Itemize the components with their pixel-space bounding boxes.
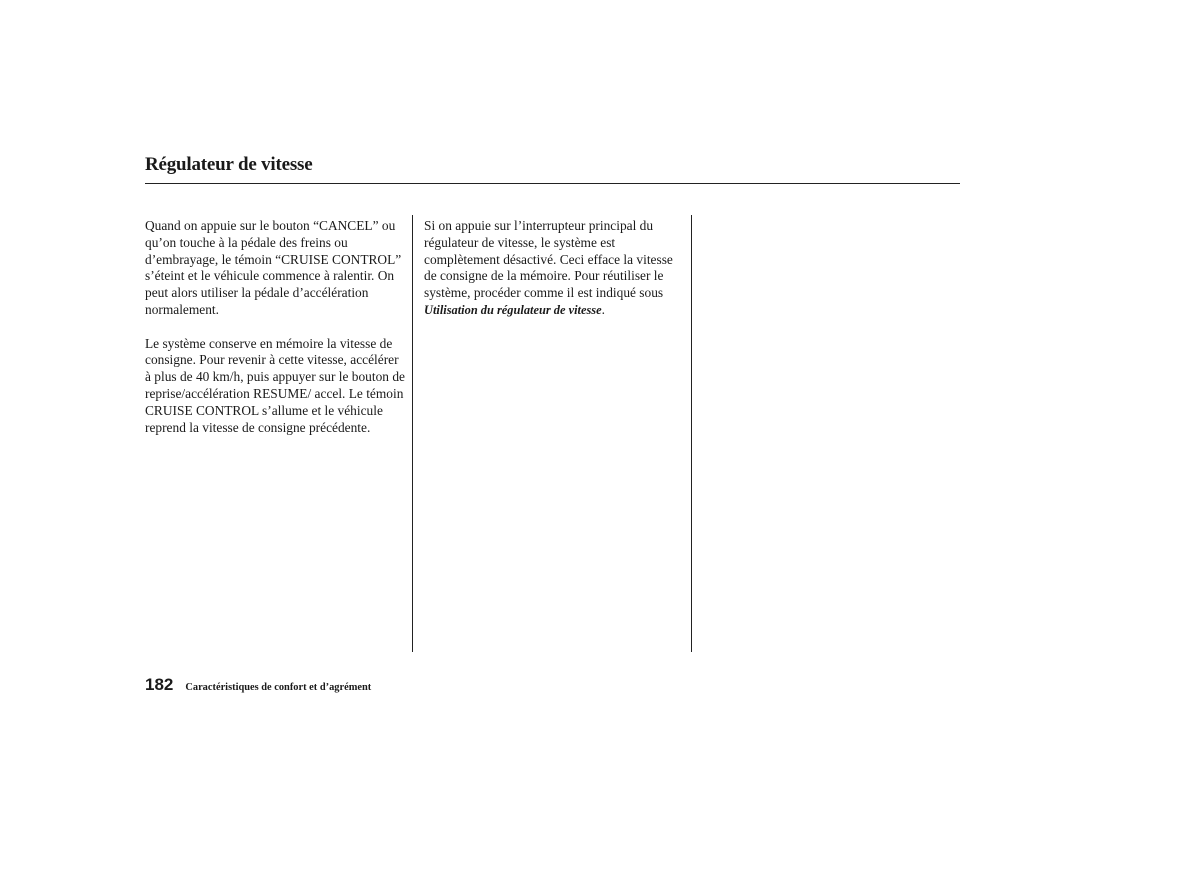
column-divider-right [691, 215, 692, 652]
column-divider-left [412, 215, 413, 652]
left-paragraph-1: Quand on appuie sur le bouton “CANCEL” ou qu’on touche à la pédale des freins ou d’embrayage, le témoin “CRUISE CONTROL” s’éteint et le véhicule commence à ralentir. On peut alors utiliser la pédale d’accélération normalement. [145, 218, 402, 317]
cross-reference-link: Utilisation du régulateur de vitesse [424, 302, 602, 317]
middle-paragraph-text: Si on appuie sur l’interrupteur principal du régulateur de vitesse, le système est complètement désactivé. Ceci efface la vitesse de consigne de la mémoire. Pour réutiliser le système, procéder comme il est indiqué sous [424, 218, 673, 301]
middle-paragraph-1 [424, 218, 686, 319]
left-column [145, 218, 407, 453]
left-paragraph-2: Le système conserve en mémoire la vitesse de consigne. Pour revenir à cette vitesse, accélérer à plus de 40 km/h, puis appuyer sur le bouton de reprise/accélération RESUME/ accel. Le témoin CRUISE CONTROL s’allume et le véhicule reprend la vitesse de consigne précédente. [145, 335, 405, 435]
footer-section-name: Caractéristiques de confort et d’agrément [185, 682, 372, 693]
page-title: Régulateur de vitesse [145, 154, 313, 175]
middle-column [424, 218, 686, 336]
title-rule [145, 183, 960, 184]
middle-paragraph-end: . [601, 301, 605, 317]
page-number: 182 [145, 675, 174, 694]
page-footer [145, 675, 371, 695]
